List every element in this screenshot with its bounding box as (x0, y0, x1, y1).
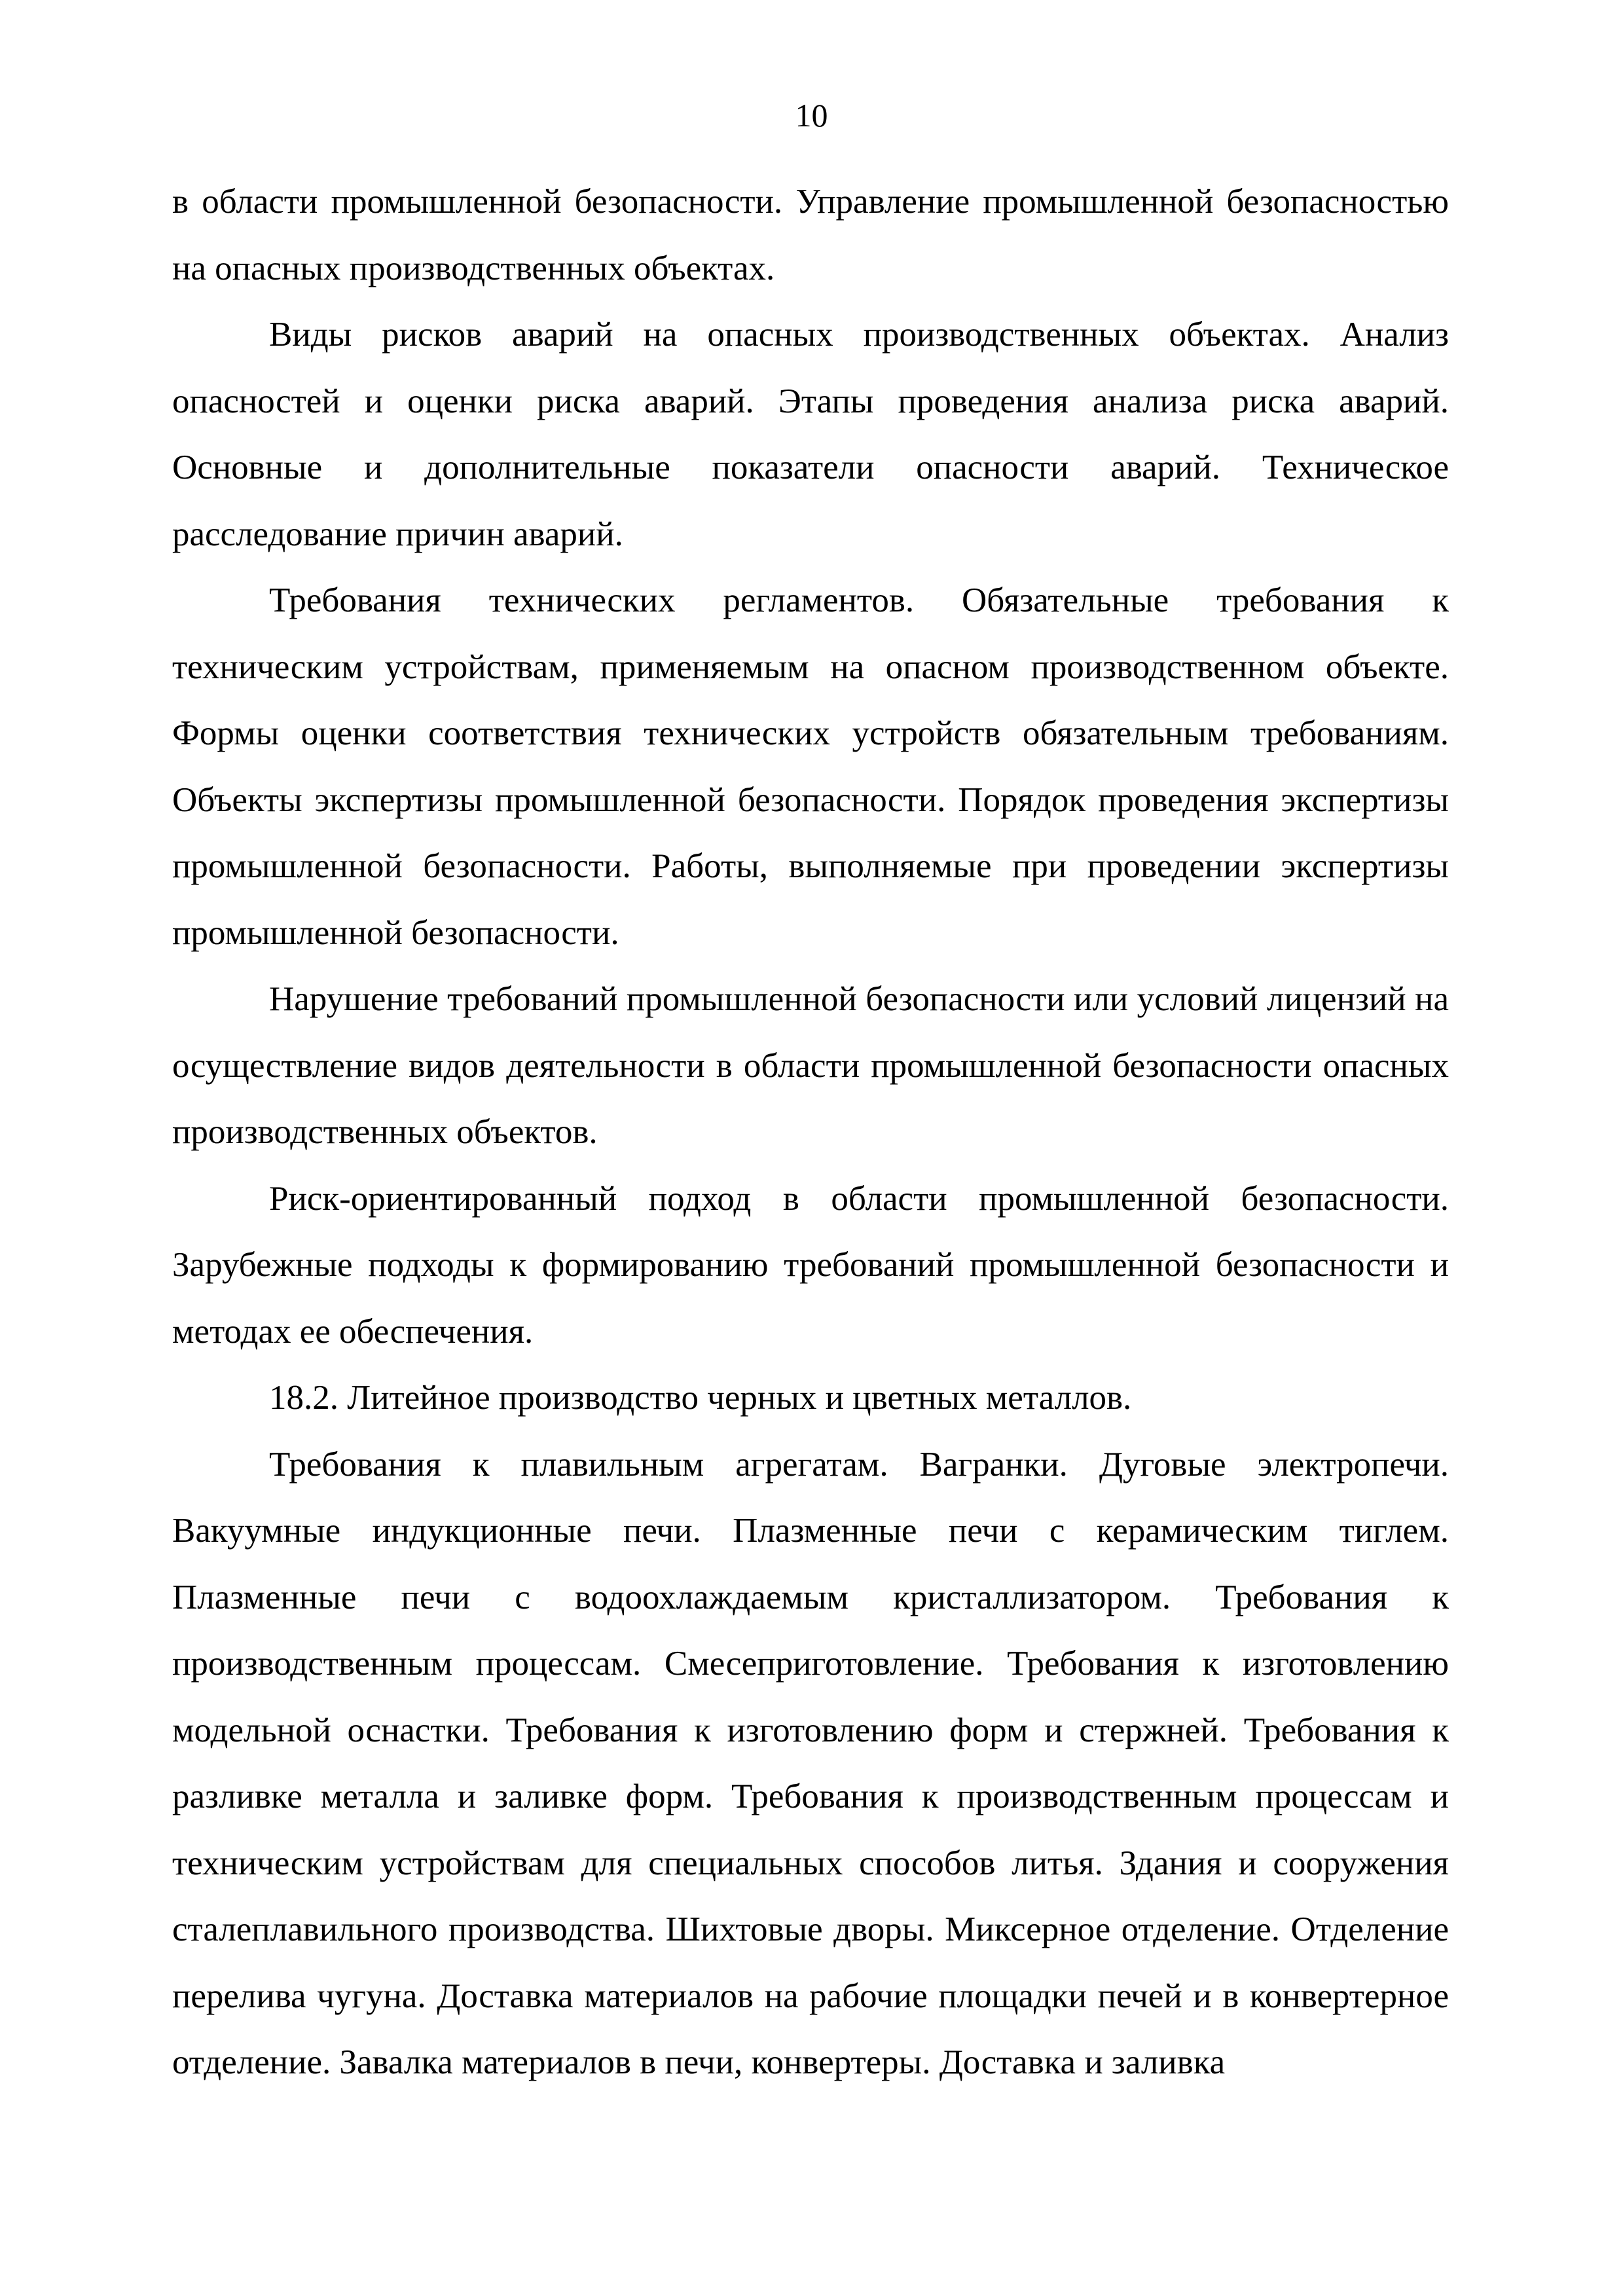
document-body (172, 169, 1449, 2096)
section-heading-18-2: 18.2. Литейное производство черных и цветных металлов. (269, 1379, 1132, 1417)
paragraph-smelting-requirements: Требования к плавильным агрегатам. Вагранки. Дуговые электропечи. Вакуумные индукционные печи. Плазменные печи с керамическим тиглем. Плазменные печи с водоохлаждаемым кристаллизатором. Требования к производственным процессам. Смесеприготовление. Требования к изготовлению модельной оснастки. Требования к изготовлению форм и стержней. Требования к разливке металла и заливке форм. Требования к производственным процессам и техническим устройствам для специальных способов литья. Здания и сооружения сталеплавильного производства. Шихтовые дворы. Миксерное отделение. Отделение перелива чугуна. Доставка материалов на рабочие площадки печей и в конвертерное отделение. Завалка материалов в печи, конвертеры. Доставка и заливка (172, 1445, 1449, 2081)
paragraph-violations: Нарушение требований промышленной безопасности или условий лицензий на осуществление видов деятельности в области промышленной безопасности опасных производственных объектов. (172, 980, 1449, 1151)
paragraph-accident-risks: Виды рисков аварий на опасных производственных объектах. Анализ опасностей и оценки риска аварий. Этапы проведения анализа риска аварий. Основные и дополнительные показатели опасности аварий. Техническое расследование причин аварий. (172, 316, 1449, 553)
paragraph-risk-oriented-approach: Риск-ориентированный подход в области промышленной безопасности. Зарубежные подходы к формированию требований промышленной безопасности и методах ее обеспечения. (172, 1179, 1449, 1351)
paragraph-continuation: в области промышленной безопасности. Управление промышленной безопасностью на опасных производственных объектах. (172, 183, 1449, 287)
paragraph-technical-regulations: Требования технических регламентов. Обязательные требования к техническим устройствам, применяемым на опасном производственном объекте. Формы оценки соответствия технических устройств обязательным требованиям. Объекты экспертизы промышленной безопасности. Порядок проведения экспертизы промышленной безопасности. Работы, выполняемые при проведении экспертизы промышленной безопасности. (172, 581, 1449, 952)
page-number: 10 (795, 97, 828, 134)
